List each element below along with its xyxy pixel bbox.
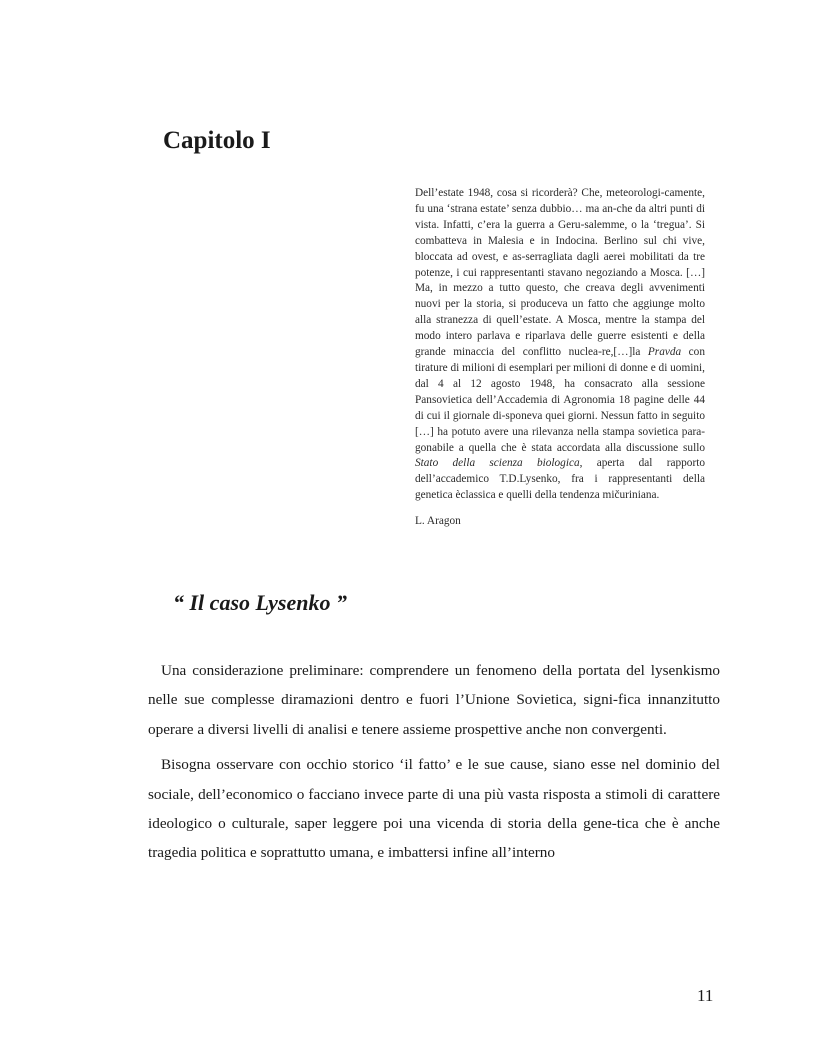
body-paragraph: Una considerazione preliminare: comprendere un fenomeno della portata del lysenkismo nelle sue complesse diramazioni dentro e fuori l’Unione Sovietica, signi-fica innanzitutto operare a diversi livelli di analisi e tenere assieme prospettive anche non convergenti.: [148, 662, 720, 738]
epigraph: [415, 186, 705, 530]
body-text: [148, 656, 720, 874]
epigraph-text-part2: con tirature di milioni di esemplari per milioni di donne e di uomini, dal 4 al 12 agosto 1948, ha consacrato alla sessione Pansovietica dell’Accademia di Agronomia 18 pagine delle 44 di cui il giornale di-sponeva quei giorni. Nessun fatto in seguito […] ha potuto avere una rilevanza nella stampa sovietica para-gonabile a quella che è stata accordata alla discussione sullo: [415, 346, 705, 454]
page-number: 11: [697, 986, 714, 1005]
epigraph-text-part1: Dell’estate 1948, cosa si ricorderà? Che, meteorologi-camente, fu una ‘strana estate’ senza dubbio… ma an-che da altri punti di vista. Infatti, c’era la guerra a Geru-salemme, o la ‘tregua’. Si combatteva in Malesia e in Indocina. Berlino sul chi vive, bloccata ad ovest, e as-serragliata dagli aerei mobilitati da tre potenze, i cui rappresentanti stavano negoziando a Mosca. […] Ma, in mezzo a tutto questo, che creava degli avvenimenti nuovi per la storia, si produceva un fatto che aggiunge molto alla stranezza di quell’estate. A Mosca, mentre la stampa del modo intero parlava e riparlava delle guerre esistenti e della grande minaccia del conflitto nuclea-re,[…]la: [415, 187, 705, 359]
epigraph-text-part3: , aperta dal rapporto dell’accademico T.D.Lysenko, fra i rappresentanti della genetica èclassica e quelli della tendenza mičuriniana.: [415, 457, 705, 502]
body-paragraph: Bisogna osservare con occhio storico ‘il fatto’ e le sue cause, siano esse nel dominio del sociale, dell’economico o facciano invece parte di una più vasta risposta a stimoli di carattere ideologico o culturale, saper leggere poi una vicenda di storia della gene-tica che è anche tragedia politica e soprattutto umana, e imbattersi infine all’interno: [148, 756, 720, 862]
epigraph-pravda: Pravda: [647, 346, 682, 359]
epigraph-quote: [415, 186, 705, 504]
epigraph-work-title: Stato della scienza biologica: [415, 457, 580, 470]
epigraph-author: L. Aragon: [415, 515, 461, 528]
section-title: “ Il caso Lysenko ”: [173, 590, 347, 615]
chapter-title: Capitolo I: [163, 127, 271, 154]
